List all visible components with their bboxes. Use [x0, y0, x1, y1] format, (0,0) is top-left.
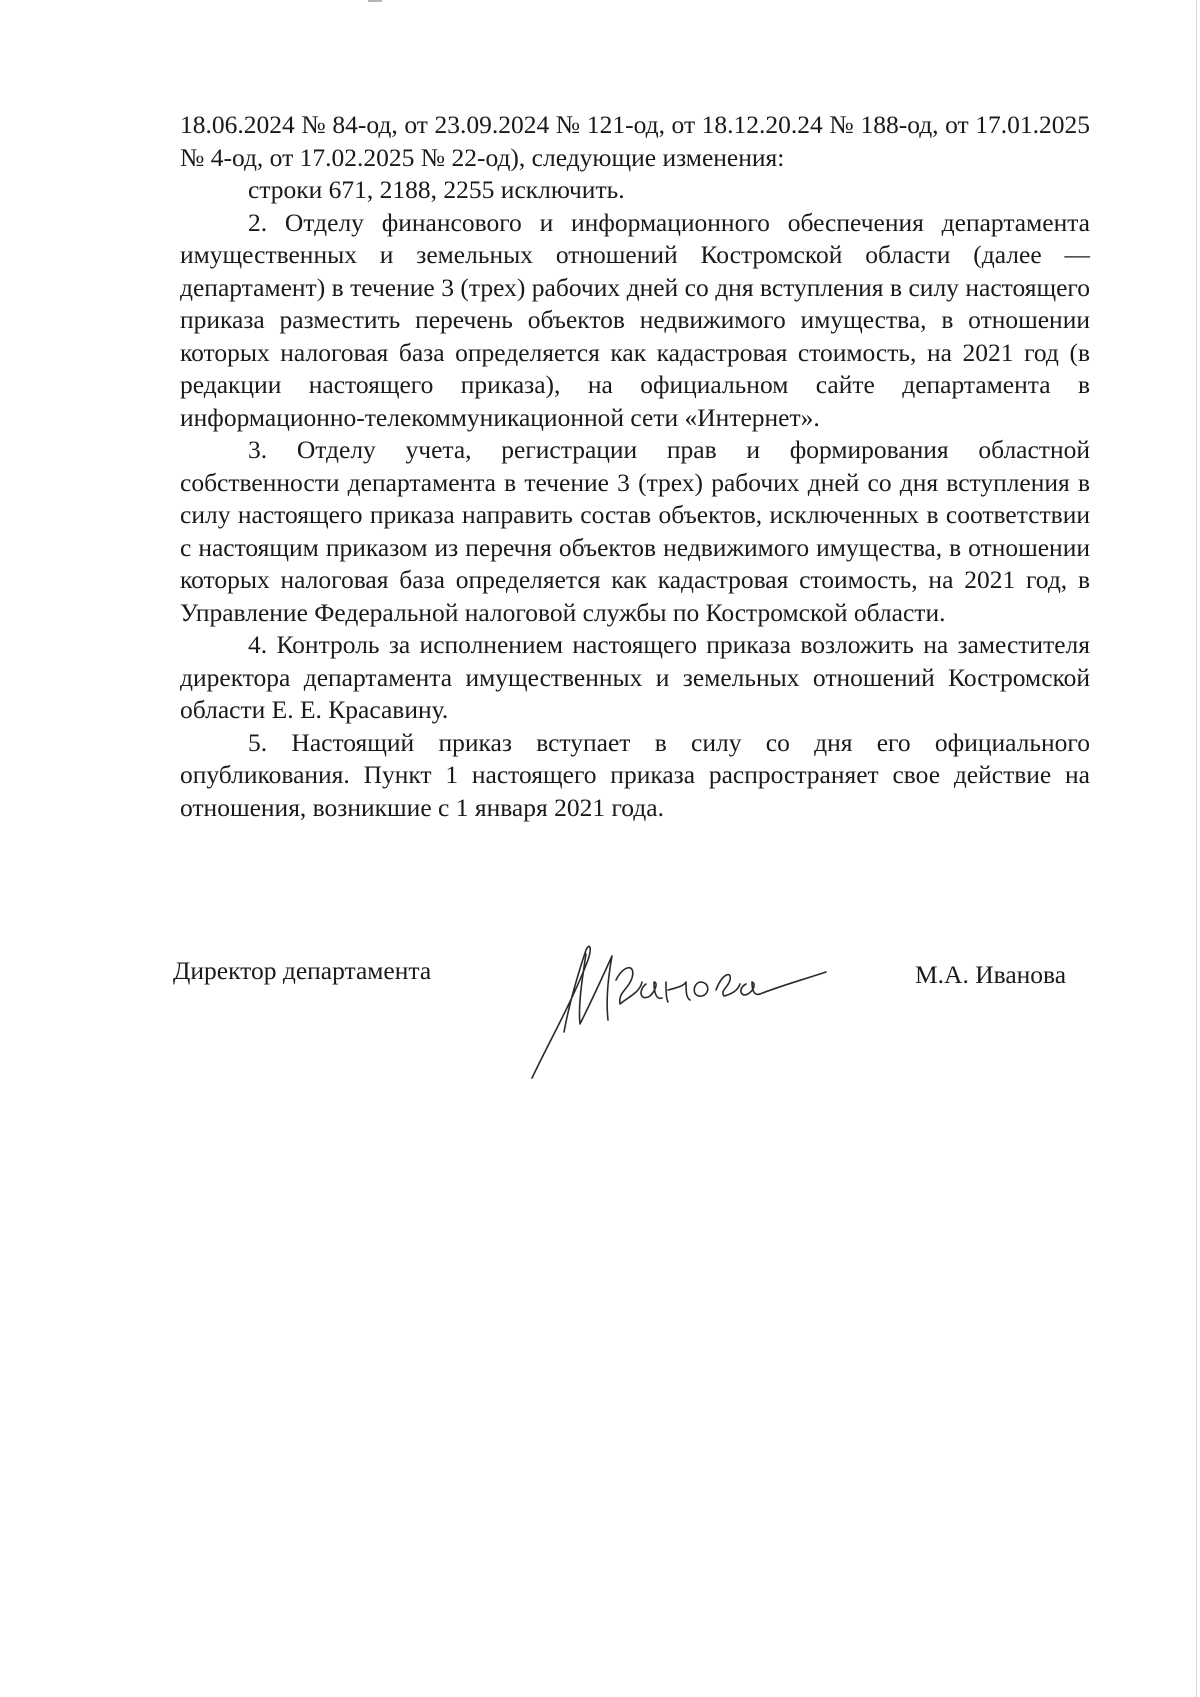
signatory-title: Директор департамента	[173, 956, 432, 985]
paragraph-rows-excluded: строки 671, 2188, 2255 исключить.	[248, 175, 625, 204]
handwritten-signature	[520, 920, 840, 1090]
paragraph-item-3: 3. Отделу учета, регистрации прав и формирования областной собственности департамента в течение 3 (трех) рабочих дней со дня вступления в силу настоящего приказа направить состав объектов, исключенных в соответствии с настоящим приказом из перечня объектов недвижимого имущества, в отношении которых налоговая база определяется как кадастровая стоимость, на 2021 год, в Управление Федеральной налоговой службы по Костромской области.	[180, 435, 1090, 627]
paragraph-item-5: 5. Настоящий приказ вступает в силу со дня его официального опубликования. Пункт 1 настоящего приказа распространяет свое действие на отношения, возникшие с 1 января 2021 года.	[180, 727, 1090, 822]
scan-edge-line	[1196, 0, 1197, 1697]
document-body	[180, 109, 1090, 824]
paragraph-item-4: 4. Контроль за исполнением настоящего приказа возложить на заместителя директора департамента имущественных и земельных отношений Костромской области Е. Е. Красавину.	[180, 630, 1090, 724]
signatory-name: М.А. Иванова	[915, 960, 1067, 989]
scan-mark	[368, 0, 382, 2]
paragraph-item-2: 2. Отделу финансового и информационного обеспечения департамента имущественных и земельных отношений Костромской области (далее — департамент) в течение 3 (трех) рабочих дней со дня вступления в силу настоящего приказа разместить перечень объектов недвижимого имущества, в отношении которых налоговая база определяется как кадастровая стоимость, на 2021 год (в редакции настоящего приказа), на официальном сайте департамента в информационно-телекоммуникационной сети «Интернет».	[180, 207, 1090, 432]
paragraph-continuation: 18.06.2024 № 84-од, от 23.09.2024 № 121-од, от 18.12.20.24 № 188-од, от 17.01.2025 № 4-од, от 17.02.2025 № 22-од), следующие изменения:	[180, 110, 1090, 172]
